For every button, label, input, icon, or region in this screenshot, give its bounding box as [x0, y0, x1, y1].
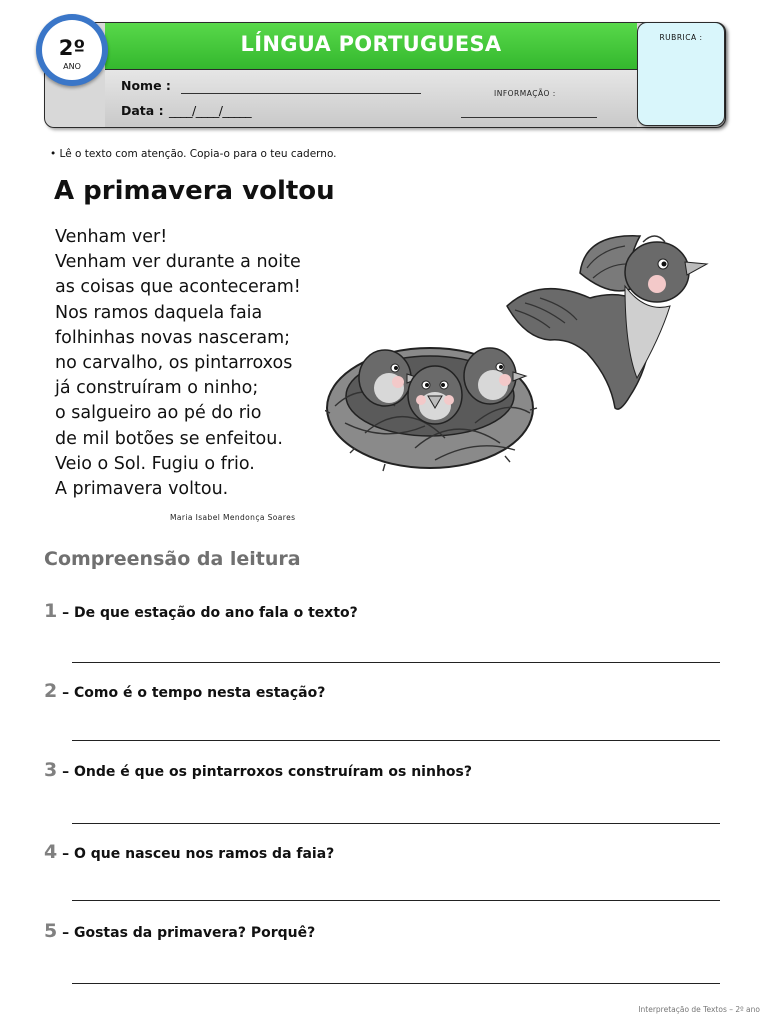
rubric-label: RUBRICA : — [659, 33, 703, 42]
question-text: – Como é o tempo nesta estação? — [57, 685, 326, 701]
grade-label: ANO — [63, 62, 81, 71]
question-number: 4 — [44, 841, 58, 863]
poem-line: Venham ver! — [55, 227, 168, 247]
question-number: 3 — [44, 759, 58, 781]
info-label: INFORMAÇÃO : — [494, 89, 556, 98]
answer-line-2[interactable] — [72, 740, 720, 741]
poem-line: o salgueiro ao pé do rio — [55, 403, 262, 424]
name-field-line[interactable] — [181, 93, 421, 94]
question-4 — [44, 841, 334, 863]
poem-body — [55, 225, 301, 502]
bird-nest-illustration — [325, 228, 715, 480]
poem-line: Veio o Sol. Fugiu o frio. — [55, 453, 255, 474]
question-1 — [44, 600, 358, 622]
question-text: – Onde é que os pintarroxos construíram os ninhos? — [57, 764, 472, 780]
answer-line-3[interactable] — [72, 823, 720, 824]
poem-author: Maria Isabel Mendonça Soares — [170, 513, 296, 522]
grade-number: 2º — [58, 36, 86, 60]
question-2 — [44, 680, 325, 702]
poem-line: as coisas que aconteceram! — [55, 277, 301, 298]
header-panel — [44, 22, 726, 128]
page-footer: Interpretação de Textos – 2º ano — [638, 1005, 760, 1014]
info-field-line[interactable] — [461, 117, 597, 118]
poem-title: A primavera voltou — [54, 176, 335, 206]
question-number: 5 — [44, 920, 58, 942]
poem-line: A primavera voltou. — [55, 479, 229, 500]
poem-line: Nos ramos daquela faia — [55, 302, 263, 323]
question-text: – O que nasceu nos ramos da faia? — [57, 846, 335, 862]
poem-line: no carvalho, os pintarroxos — [55, 353, 293, 374]
question-5 — [44, 920, 315, 942]
header-title-bar — [105, 23, 637, 70]
section-title: Compreensão da leitura — [44, 548, 301, 570]
question-text: – De que estação do ano fala o texto? — [57, 605, 358, 621]
question-number: 1 — [44, 600, 58, 622]
poem-line: já construíram o ninho; — [55, 378, 259, 399]
rubric-box — [637, 22, 725, 126]
name-label: Nome : — [121, 78, 171, 93]
question-3 — [44, 759, 472, 781]
answer-line-4[interactable] — [72, 900, 720, 901]
chick-icon — [408, 366, 462, 424]
grade-badge — [36, 14, 108, 86]
student-info-area — [105, 70, 637, 127]
question-text: – Gostas da primavera? Porquê? — [57, 925, 316, 941]
poem-line: folhinhas novas nasceram; — [55, 327, 291, 348]
date-field[interactable]: ____/____/_____ — [169, 103, 252, 118]
poem-line: Venham ver durante a noite — [55, 252, 301, 273]
instruction-text: • Lê o texto com atenção. Copia-o para o teu caderno. — [50, 148, 337, 160]
bird-icon — [507, 236, 707, 409]
poem-line: de mil botões se enfeitou. — [55, 428, 283, 449]
question-number: 2 — [44, 680, 58, 702]
date-label: Data : — [121, 103, 164, 118]
answer-line-1[interactable] — [72, 662, 720, 663]
subject-title: LÍNGUA PORTUGUESA — [240, 32, 502, 56]
answer-line-5[interactable] — [72, 983, 720, 984]
